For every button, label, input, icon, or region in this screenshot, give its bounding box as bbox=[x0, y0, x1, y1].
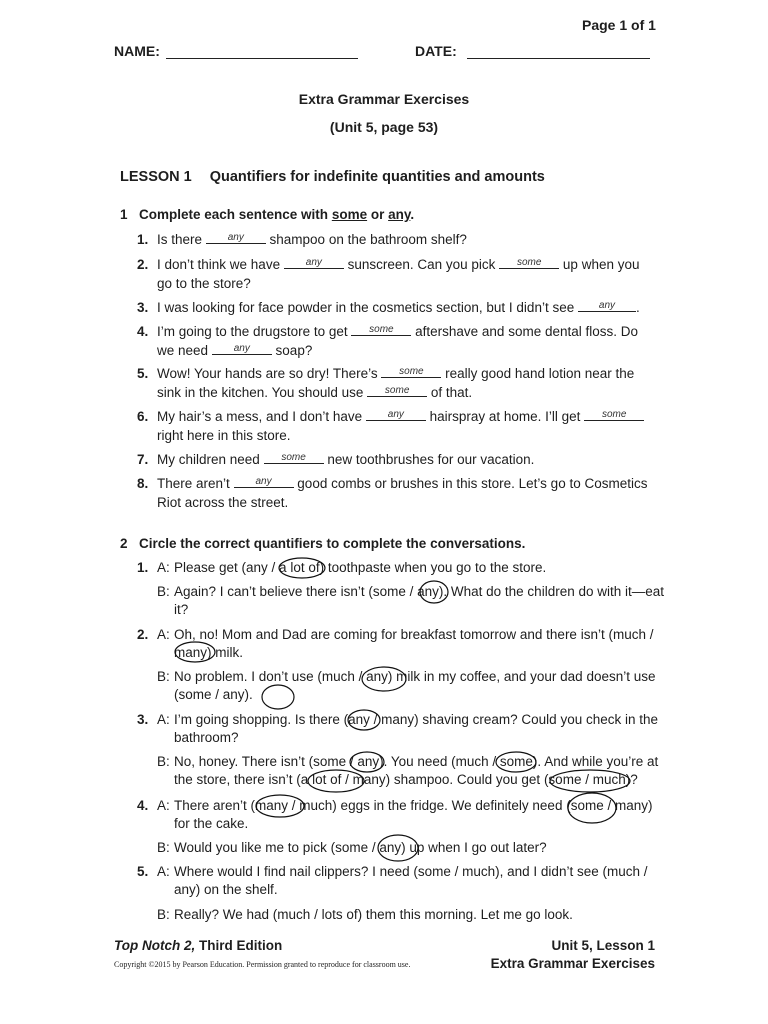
item-text: I’m going to the drugstore to get bbox=[157, 324, 352, 339]
item-text: sunscreen. Can you pick bbox=[343, 257, 500, 272]
speaker-b-label: B: bbox=[157, 669, 170, 684]
item-number: 1. bbox=[137, 232, 149, 247]
page-subtitle: (Unit 5, page 53) bbox=[329, 119, 439, 135]
answer-blank[interactable] bbox=[381, 364, 441, 378]
item-text: . bbox=[635, 300, 640, 315]
conversation-text: Please get (any / a lot of) toothpaste when you go to the store. bbox=[174, 560, 547, 575]
exercise1-item bbox=[137, 255, 657, 293]
item-number: 6. bbox=[137, 409, 149, 424]
item-text: right here in this store. bbox=[157, 428, 291, 443]
speaker-a-label: A: bbox=[157, 712, 170, 727]
speaker-a-label: A: bbox=[157, 560, 170, 575]
handwritten-answer: some bbox=[516, 257, 542, 268]
answer-blank[interactable] bbox=[367, 383, 427, 397]
item-text: My hair’s a mess, and I don’t have bbox=[157, 409, 366, 424]
conversation-text: Would you like me to pick (some / any) up when I go out later? bbox=[174, 840, 547, 855]
exercise1-item bbox=[137, 474, 657, 512]
exercise1-item bbox=[137, 364, 657, 402]
copyright-notice: Copyright ©2015 by Pearson Education. Permission granted to reproduce for classroom use. bbox=[114, 960, 411, 969]
conversation-text: There aren’t (many / much) eggs in the fridge. We definitely need (some / many) for the cake. bbox=[174, 798, 653, 831]
handwritten-answer: some bbox=[281, 452, 306, 463]
book-edition: Third Edition bbox=[195, 938, 283, 953]
answer-blank[interactable] bbox=[578, 298, 636, 312]
instruction-word-some: some bbox=[331, 207, 368, 222]
name-label: NAME: bbox=[114, 43, 160, 59]
conversation-text: I’m going shopping. Is there (any / many) shaving cream? Could you check in the bathroom? bbox=[174, 712, 659, 745]
handwritten-answer: any bbox=[255, 476, 272, 487]
exercise1-item bbox=[137, 230, 657, 249]
speaker-a-label: A: bbox=[157, 798, 170, 813]
item-number: 4. bbox=[137, 798, 149, 813]
item-text: aftershave and some dental floss. Do we need bbox=[157, 324, 639, 358]
instruction-word-any: any bbox=[388, 207, 411, 222]
conversation-line-a bbox=[137, 863, 667, 899]
item-number: 8. bbox=[137, 476, 149, 491]
speaker-b-label: B: bbox=[157, 584, 170, 599]
answer-blank[interactable] bbox=[584, 407, 644, 421]
item-text: Is there bbox=[157, 232, 206, 247]
exercise1-number: 1 bbox=[120, 207, 128, 222]
name-field-line bbox=[166, 58, 358, 59]
page-title: Extra Grammar Exercises bbox=[298, 91, 470, 107]
item-number: 4. bbox=[137, 324, 149, 339]
answer-blank[interactable] bbox=[206, 230, 266, 244]
answer-blank[interactable] bbox=[351, 322, 411, 336]
conversation-line-a bbox=[137, 797, 667, 833]
item-text: I was looking for face powder in the cosmetics section, but I didn’t see bbox=[157, 300, 578, 315]
speaker-a-label: A: bbox=[157, 864, 170, 879]
item-text: new toothbrushes for our vacation. bbox=[323, 452, 535, 467]
item-text: of that. bbox=[427, 385, 473, 400]
conversation-line-b bbox=[157, 906, 667, 924]
answer-blank[interactable] bbox=[499, 255, 559, 269]
instruction-text: Complete each sentence with bbox=[139, 207, 332, 222]
instruction-word-or: or bbox=[367, 207, 389, 222]
item-text: Wow! Your hands are so dry! There’s bbox=[157, 366, 382, 381]
handwritten-answer: any bbox=[305, 257, 322, 268]
item-number: 5. bbox=[137, 864, 149, 879]
lesson-topic: Quantifiers for indefinite quantities and amounts bbox=[209, 169, 545, 185]
answer-blank[interactable] bbox=[284, 255, 344, 269]
item-number: 5. bbox=[137, 366, 149, 381]
item-text: good combs or brushes in this store. Let’s go to Cosmetics Riot across the street. bbox=[157, 476, 648, 510]
item-number: 2. bbox=[137, 627, 149, 642]
lesson-heading bbox=[120, 169, 545, 185]
item-text: There aren’t bbox=[157, 476, 234, 491]
date-label: DATE: bbox=[415, 43, 457, 59]
handwritten-answer: some bbox=[399, 366, 424, 377]
footer-book-title bbox=[114, 938, 282, 953]
conversation-text: No, honey. There isn’t (some / any). You need (much / some). And while you’re at the store, there isn’t (a lot of / many) shampoo. Could you get (some / much)? bbox=[174, 754, 659, 787]
conversation-line-b bbox=[157, 839, 667, 857]
lesson-label: LESSON 1 bbox=[120, 169, 192, 185]
instruction-text: Circle the correct quantifiers to complete the conversations. bbox=[139, 536, 526, 551]
item-number: 1. bbox=[137, 560, 149, 575]
handwritten-answer: any bbox=[598, 300, 616, 311]
handwritten-answer: some bbox=[369, 324, 394, 335]
speaker-b-label: B: bbox=[157, 907, 170, 922]
answer-blank[interactable] bbox=[264, 450, 324, 464]
conversation-text: Really? We had (much / lots of) them this morning. Let me go look. bbox=[174, 907, 573, 922]
item-text: shampoo on the bathroom shelf? bbox=[265, 232, 467, 247]
item-text: really good hand lotion near the sink in the kitchen. You should use bbox=[157, 366, 635, 400]
exercise1-item bbox=[137, 298, 657, 317]
conversation-text: Again? I can’t believe there isn’t (some / any). What do the children do with it—eat it? bbox=[174, 584, 665, 617]
handwritten-answer: some bbox=[384, 385, 410, 396]
item-text: hairspray at home. I’ll get bbox=[425, 409, 585, 424]
exercise1-item bbox=[137, 450, 657, 469]
handwritten-answer: any bbox=[227, 232, 244, 243]
instruction-period: . bbox=[410, 207, 415, 222]
exercise2-instruction bbox=[120, 536, 525, 551]
answer-blank[interactable] bbox=[234, 474, 294, 488]
date-field-line bbox=[467, 58, 650, 59]
conversation-text: Oh, no! Mom and Dad are coming for breakfast tomorrow and there isn’t (much / many) milk. bbox=[174, 627, 654, 660]
exercise1-item bbox=[137, 322, 657, 360]
conversation-line-b bbox=[157, 753, 667, 789]
conversation-line-a bbox=[137, 711, 667, 747]
item-number: 2. bbox=[137, 257, 149, 272]
book-name: Top Notch 2, bbox=[114, 938, 196, 953]
conversation-line-b bbox=[157, 583, 667, 619]
conversation-line-b bbox=[157, 668, 667, 704]
handwritten-answer: any bbox=[387, 409, 404, 420]
handwritten-answer: any bbox=[233, 343, 250, 354]
exercise1-item bbox=[137, 407, 657, 445]
speaker-b-label: B: bbox=[157, 754, 170, 769]
exercise2-number: 2 bbox=[120, 536, 128, 551]
conversation-line-a bbox=[137, 626, 667, 662]
conversation-text: No problem. I don’t use (much / any) milk in my coffee, and your dad doesn’t use (some / any). bbox=[174, 669, 656, 702]
answer-blank[interactable] bbox=[366, 407, 426, 421]
item-number: 3. bbox=[137, 300, 149, 315]
conversation-text: Where would I find nail clippers? I need (some / much), and I didn’t see (much / any) on the shelf. bbox=[174, 864, 648, 897]
item-text: My children need bbox=[157, 452, 264, 467]
speaker-b-label: B: bbox=[157, 840, 170, 855]
item-text: soap? bbox=[271, 343, 313, 358]
item-number: 7. bbox=[137, 452, 149, 467]
speaker-a-label: A: bbox=[157, 627, 170, 642]
item-text: up when you go to the store? bbox=[157, 257, 640, 291]
conversation-line-a bbox=[137, 559, 667, 577]
footer-section: Extra Grammar Exercises bbox=[490, 956, 655, 971]
handwritten-answer: some bbox=[601, 409, 627, 420]
exercise1-instruction bbox=[120, 207, 414, 222]
footer-unit: Unit 5, Lesson 1 bbox=[551, 938, 655, 953]
item-text: I don’t think we have bbox=[157, 257, 284, 272]
page-number: Page 1 of 1 bbox=[582, 17, 656, 33]
item-number: 3. bbox=[137, 712, 149, 727]
answer-blank[interactable] bbox=[212, 341, 272, 355]
